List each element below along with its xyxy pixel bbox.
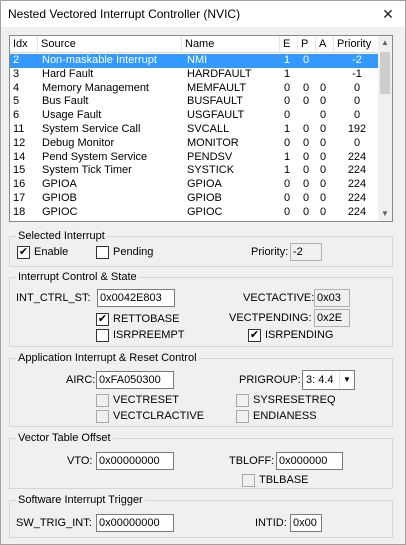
int-ctrl-st-label: INT_CTRL_ST: bbox=[16, 292, 91, 304]
title-bar bbox=[1, 1, 405, 27]
table-cell-p: 0 bbox=[303, 95, 310, 108]
table-cell-idx: 12 bbox=[13, 136, 26, 149]
table-cell-a: 0 bbox=[320, 191, 327, 204]
table-cell-idx: 15 bbox=[13, 164, 26, 177]
sysresetreq-label: SYSRESETREQ bbox=[253, 394, 336, 406]
pending-checkbox[interactable] bbox=[96, 246, 109, 259]
table-cell-idx: 3 bbox=[13, 67, 20, 80]
column-header-idx[interactable]: Idx bbox=[10, 36, 38, 53]
vtor-label: Vector Table Offset bbox=[18, 432, 111, 444]
list-rows bbox=[10, 54, 380, 220]
table-cell-name: USGFAULT bbox=[187, 109, 245, 122]
table-cell-source: GPIOC bbox=[42, 205, 78, 218]
table-cell-priority: -2 bbox=[352, 54, 362, 66]
aircr-label: Application Interrupt & Reset Control bbox=[18, 352, 197, 364]
scroll-up-icon[interactable]: ▲ bbox=[381, 38, 389, 47]
table-cell-name: GPIOA bbox=[187, 178, 222, 191]
table-row[interactable] bbox=[10, 206, 380, 220]
table-cell-e: 0 bbox=[284, 191, 291, 204]
table-cell-a: 0 bbox=[320, 122, 327, 135]
table-row[interactable] bbox=[10, 151, 380, 165]
airc-field[interactable]: 0xFA050300 bbox=[96, 371, 174, 389]
vectclractive-label: VECTCLRACTIVE bbox=[113, 410, 205, 422]
column-header-p[interactable]: P bbox=[298, 36, 316, 53]
table-cell-p: 0 bbox=[303, 164, 310, 177]
column-header-priority[interactable]: Priority bbox=[337, 38, 372, 50]
vectreset-label: VECTRESET bbox=[113, 394, 180, 406]
tbloff-label: TBLOFF: bbox=[229, 455, 275, 467]
table-cell-priority: 224 bbox=[347, 164, 367, 177]
table-cell-priority: 0 bbox=[353, 109, 361, 122]
vto-field[interactable]: 0x00000000 bbox=[96, 452, 174, 470]
table-cell-name: BUSFAULT bbox=[187, 95, 244, 108]
airc-label: AIRC: bbox=[66, 374, 96, 386]
table-row[interactable] bbox=[10, 109, 380, 123]
rettobase-checkbox[interactable]: ✔ bbox=[97, 313, 108, 325]
table-cell-p: 0 bbox=[303, 81, 310, 94]
icsr-group bbox=[9, 271, 393, 347]
tblbase-label: TBLBASE bbox=[259, 474, 309, 486]
table-cell-idx: 2 bbox=[13, 54, 20, 66]
prigroup-value: 3: 4.4 bbox=[306, 374, 334, 386]
selected-interrupt-label: Selected Interrupt bbox=[18, 230, 105, 242]
table-cell-idx: 18 bbox=[13, 205, 26, 218]
vectactive-field[interactable]: 0x03 bbox=[314, 289, 350, 307]
table-cell-name: NMI bbox=[187, 54, 208, 66]
vectpending-field[interactable]: 0x2E bbox=[314, 309, 350, 327]
table-cell-a: 0 bbox=[320, 109, 327, 122]
tbloff-field[interactable]: 0x000000 bbox=[276, 452, 343, 470]
table-cell-priority: 224 bbox=[347, 205, 367, 218]
table-row[interactable] bbox=[10, 123, 380, 137]
close-icon[interactable]: ✕ bbox=[382, 6, 394, 22]
table-cell-p: 0 bbox=[303, 191, 310, 204]
table-cell-a: 0 bbox=[320, 136, 327, 149]
intid-label: INTID: bbox=[255, 517, 287, 529]
table-cell-a: 0 bbox=[320, 81, 327, 94]
table-cell-e: 0 bbox=[284, 178, 291, 191]
table-cell-source: System Tick Timer bbox=[42, 164, 132, 177]
table-cell-name: HARDFAULT bbox=[187, 67, 252, 80]
table-cell-a: 0 bbox=[320, 95, 327, 108]
window-title: Nested Vectored Interrupt Controller (NVIC) bbox=[8, 7, 241, 21]
enable-checkbox[interactable]: ✔ bbox=[18, 246, 29, 258]
icsr-label: Interrupt Control & State bbox=[18, 271, 137, 283]
vectactive-label: VECTACTIVE: bbox=[243, 292, 315, 304]
table-cell-name: SVCALL bbox=[187, 122, 230, 135]
table-cell-a: 0 bbox=[320, 205, 327, 218]
table-cell-p: 0 bbox=[303, 205, 310, 218]
prigroup-select[interactable] bbox=[302, 370, 355, 390]
priority-field[interactable]: -2 bbox=[290, 243, 322, 261]
column-header-e[interactable]: E bbox=[280, 36, 298, 53]
table-cell-source: Non-maskable Interrupt bbox=[42, 54, 157, 66]
table-cell-idx: 6 bbox=[13, 109, 20, 122]
table-cell-p: 0 bbox=[303, 150, 310, 163]
tblbase-checkbox[interactable] bbox=[242, 474, 255, 487]
stir-label: Software Interrupt Trigger bbox=[18, 494, 143, 506]
table-cell-source: Memory Management bbox=[42, 81, 149, 94]
table-cell-priority: 224 bbox=[347, 178, 367, 191]
sw-trig-int-field[interactable]: 0x00000000 bbox=[96, 514, 174, 532]
prigroup-label: PRIGROUP: bbox=[239, 374, 301, 386]
isrpreempt-checkbox[interactable] bbox=[96, 329, 109, 342]
table-cell-e: 0 bbox=[284, 136, 291, 149]
scroll-thumb[interactable] bbox=[380, 52, 390, 94]
table-cell-source: GPIOA bbox=[42, 178, 77, 191]
table-cell-idx: 4 bbox=[13, 81, 20, 94]
table-cell-source: Debug Monitor bbox=[42, 136, 115, 149]
table-cell-priority: 0 bbox=[353, 81, 361, 94]
chevron-down-icon[interactable]: ▼ bbox=[339, 371, 354, 389]
table-cell-source: System Service Call bbox=[42, 122, 141, 135]
table-cell-idx: 11 bbox=[13, 122, 25, 135]
endianess-label: ENDIANESS bbox=[253, 410, 317, 422]
table-cell-idx: 16 bbox=[13, 178, 26, 191]
table-cell-priority: 0 bbox=[353, 95, 361, 108]
int-ctrl-st-field[interactable]: 0x0042E803 bbox=[97, 289, 175, 307]
table-cell-priority: 224 bbox=[347, 191, 367, 204]
table-cell-name: MEMFAULT bbox=[187, 81, 247, 94]
table-row[interactable] bbox=[10, 178, 380, 192]
sw-trig-int-label: SW_TRIG_INT: bbox=[16, 517, 92, 529]
isrpending-checkbox[interactable]: ✔ bbox=[249, 329, 260, 341]
table-cell-name: GPIOC bbox=[187, 205, 223, 218]
table-cell-source: Usage Fault bbox=[42, 109, 102, 122]
table-cell-a: 0 bbox=[320, 178, 327, 191]
scroll-down-icon[interactable]: ▼ bbox=[381, 209, 389, 218]
table-cell-name: GPIOB bbox=[187, 191, 222, 204]
table-cell-source: Bus Fault bbox=[42, 95, 89, 108]
table-row[interactable] bbox=[10, 54, 380, 68]
table-cell-priority: 224 bbox=[347, 150, 367, 163]
sysresetreq-checkbox[interactable] bbox=[236, 394, 249, 407]
rettobase-label: RETTOBASE bbox=[113, 313, 180, 325]
table-row[interactable] bbox=[10, 82, 380, 96]
table-cell-p: 0 bbox=[303, 178, 310, 191]
endianess-checkbox[interactable] bbox=[236, 410, 249, 423]
table-cell-e: 0 bbox=[284, 109, 291, 122]
table-cell-idx: 14 bbox=[13, 150, 26, 163]
column-header-source[interactable]: Source bbox=[38, 36, 182, 53]
pending-label: Pending bbox=[113, 246, 154, 258]
column-header-name[interactable]: Name bbox=[182, 36, 280, 53]
table-cell-source: GPIOB bbox=[42, 191, 77, 204]
table-cell-idx: 17 bbox=[13, 191, 26, 204]
table-cell-e: 0 bbox=[284, 205, 291, 218]
vectclractive-checkbox[interactable] bbox=[96, 410, 109, 423]
list-scrollbar[interactable] bbox=[378, 36, 392, 221]
table-cell-e: 1 bbox=[284, 67, 291, 80]
vto-label: VTO: bbox=[67, 455, 93, 467]
table-cell-name: SYSTICK bbox=[187, 164, 235, 177]
table-cell-priority: -1 bbox=[352, 67, 362, 80]
aircr-group bbox=[9, 352, 393, 427]
table-cell-e: 1 bbox=[284, 122, 291, 135]
table-cell-idx: 5 bbox=[13, 95, 20, 108]
table-cell-a: 0 bbox=[320, 164, 327, 177]
table-row[interactable] bbox=[10, 68, 380, 82]
table-cell-e: 0 bbox=[284, 95, 291, 108]
table-cell-e: 1 bbox=[284, 150, 291, 163]
priority-label: Priority: bbox=[251, 246, 289, 258]
table-cell-p: 0 bbox=[303, 122, 310, 135]
table-cell-p: 0 bbox=[303, 136, 310, 149]
table-row[interactable] bbox=[10, 137, 380, 151]
table-cell-source: Pend System Service bbox=[42, 150, 148, 163]
table-row[interactable] bbox=[10, 95, 380, 109]
enable-label: Enable bbox=[34, 246, 69, 258]
interrupt-list[interactable] bbox=[9, 35, 393, 222]
selected-interrupt-group bbox=[9, 230, 393, 267]
table-cell-name: PENDSV bbox=[187, 150, 233, 163]
intid-field[interactable]: 0x00 bbox=[290, 514, 322, 532]
stir-group bbox=[9, 494, 393, 538]
table-cell-source: Hard Fault bbox=[42, 67, 94, 80]
table-cell-name: MONITOR bbox=[187, 136, 239, 149]
table-cell-priority: 192 bbox=[347, 122, 367, 135]
isrpreempt-label: ISRPREEMPT bbox=[113, 329, 185, 341]
table-row[interactable] bbox=[10, 164, 380, 178]
isrpending-label: ISRPENDING bbox=[265, 329, 334, 341]
table-cell-e: 1 bbox=[284, 54, 291, 66]
table-cell-e: 0 bbox=[284, 81, 291, 94]
table-cell-e: 1 bbox=[284, 164, 291, 177]
vtor-group bbox=[9, 432, 393, 489]
vectpending-label: VECTPENDING: bbox=[229, 312, 312, 324]
list-header bbox=[10, 36, 380, 53]
vectreset-checkbox[interactable] bbox=[96, 394, 109, 407]
table-cell-p: 0 bbox=[303, 54, 310, 66]
table-cell-priority: 0 bbox=[353, 136, 361, 149]
column-header-a[interactable]: A bbox=[316, 36, 334, 53]
table-cell-a: 0 bbox=[320, 150, 327, 163]
table-row[interactable] bbox=[10, 192, 380, 206]
